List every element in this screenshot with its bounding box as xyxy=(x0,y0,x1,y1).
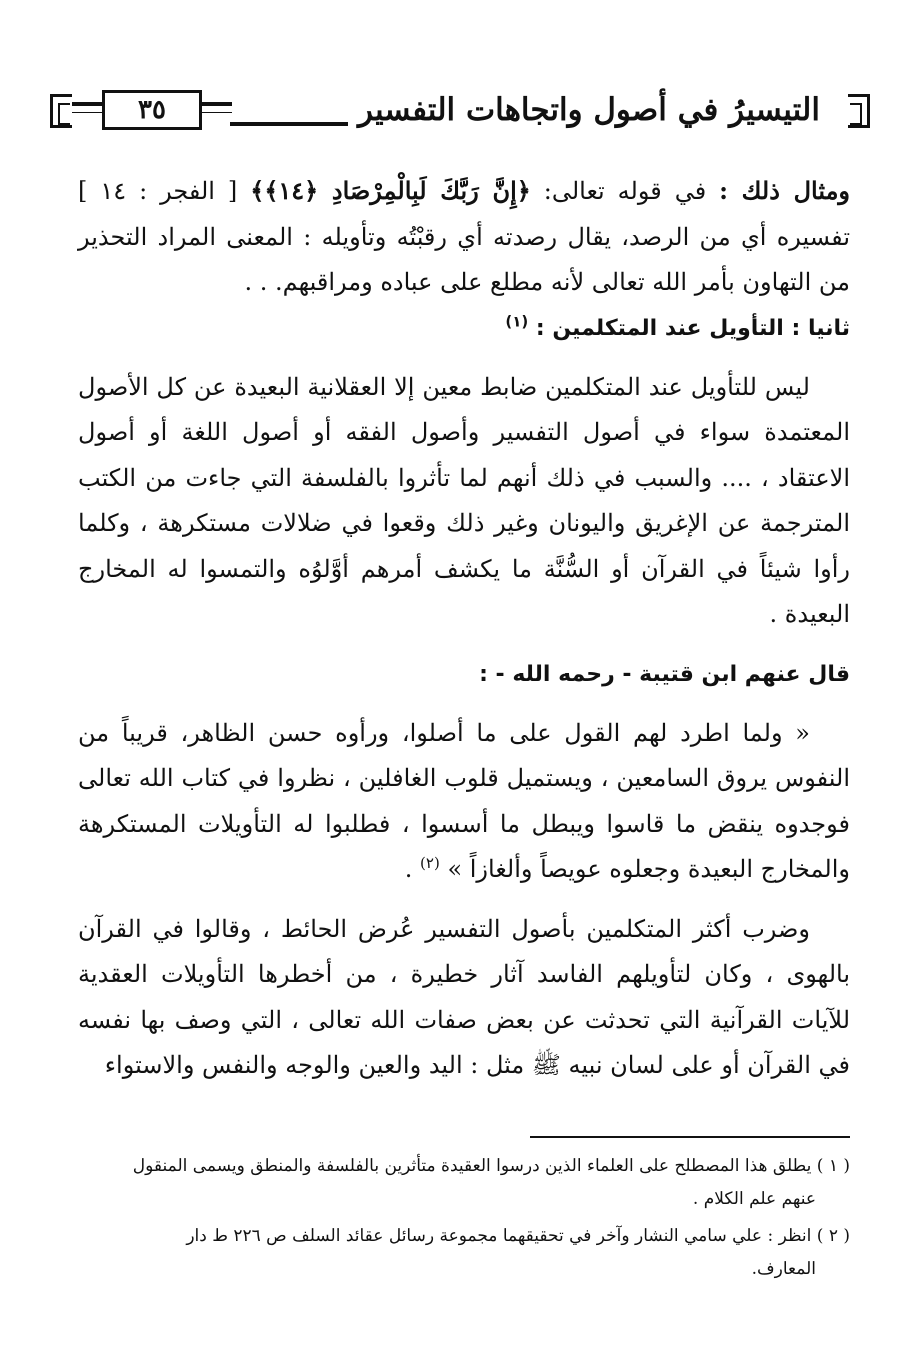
footnote-2-line-1: ( ٢ ) انظر : علي سامي النشار وآخر في تحقيقهما مجموعة رسائل عقائد السلف ص ٢٢٦ ط دار xyxy=(186,1226,850,1246)
header-corner-ornament-left xyxy=(50,94,72,128)
footnote-separator xyxy=(530,1136,850,1138)
running-header xyxy=(50,88,870,144)
section-heading-ibn-qutayba: قال عنهم ابن قتيبة - رحمه الله - : xyxy=(479,661,850,687)
heading-text: ثانيا : التأويل عند المتكلمين : xyxy=(535,315,850,341)
footnote-1-line-1: ( ١ ) يطلق هذا المصطلح على العلماء الذين درسوا العقيدة متأثرين بالفلسفة والمنطق ويسمى المنقول xyxy=(132,1156,850,1176)
page-number: ٣٥ xyxy=(102,90,202,130)
paragraph-quotation: « ولما اطرد لهم القول على ما أصلوا، ورأوه حسن الظاهر، قريباً من النفوس يروق السامعين ، ويستميل قلوب الغافلين ، نظروا في كتاب الله تعالى فوجدوه ينقض ما قاسوا ويبطل ما أسسوا ، فطلبوا له التأويلات المستكرهة والمخارج البعيدة وجعلوه عويصاً وألغازاً » $^{(٢)}$ . xyxy=(78,718,850,883)
footnote-ref-1: (١) xyxy=(505,312,529,331)
example-text-2: [ الفجر : ١٤ ] تفسيره أي من الرصد، يقال رصدته أي رقبْتُه وتأويله : المعنى المراد التحذير من التهاون بأمر الله تعالى لأنه مطلع على عباده ومراقبهم. . . xyxy=(78,177,850,296)
paragraph-attributes: وضرب أكثر المتكلمين بأصول التفسير عُرض الحائط ، وقالوا في القرآن بالهوى ، وكان لتأويلهم الفاسد آثار خطيرة ، من أخطرها التأويلات العقدية للآيات القرآنية التي تحدثت عن بعض صفات الله تعالى ، التي وصف بها نفسه في القرآن أو على لسان نبيه ﷺ مثل : اليد والعين والوجه والنفس والاستواء xyxy=(78,914,850,1079)
paragraph-example xyxy=(78,168,850,306)
paragraph-tawil: ليس للتأويل عند المتكلمين ضابط معين إلا العقلانية البعيدة عن كل الأصول المعتمدة سواء في أصول التفسير وأصول الفقه أو أصول اللغة أو أصول الاعتقاد ، .... والسبب في ذلك أنهم لما تأثروا بالفلسفة التي جاءت من الكتب المترجمة عن الإغريق واليونان وغير ذلك وقعوا في ضلالات مستكرهة ، وكلما رأوا شيئاً في القرآن أو السُّنَّة ما يكشف أمرهم أوَّلوُه والتمسوا له المخارج البعيدة . xyxy=(78,372,850,628)
footnotes xyxy=(78,1150,850,1290)
footnote-1-line-2: عنهم علم الكلام . xyxy=(692,1189,816,1209)
quotation-text: « ولما اطرد لهم القول على ما أصلوا، ورأوه حسن الظاهر، قريباً من النفوس يروق السامعين ، ويستميل قلوب الغافلين ، نظروا في كتاب الله تعالى فوجدوه ينقض ما قاسوا ويبطل ما أسسوا ، فطلبوا له التأويلات المستكرهة والمخارج البعيدة وجعلوه عويصاً وألغازاً » xyxy=(78,718,850,883)
example-text-1: في قوله تعالى: xyxy=(530,177,720,205)
example-lead: ومثال ذلك : xyxy=(719,176,851,205)
main-text xyxy=(78,168,850,1089)
header-title: التيسيرُ في أصول واتجاهات التفسير xyxy=(348,92,830,128)
footnote-2-line-2: المعارف. xyxy=(751,1259,816,1279)
footnote-ref-2: (٢) xyxy=(420,854,440,872)
quran-verse: ﴿إِنَّ رَبَّكَ لَبِالْمِرْصَادِ ﴿١٤﴾﴾ xyxy=(250,176,531,205)
footnote-2 xyxy=(78,1220,850,1286)
header-corner-ornament-right xyxy=(848,94,870,128)
footnote-1 xyxy=(78,1150,850,1216)
section-heading-mutakallimun xyxy=(78,306,850,351)
